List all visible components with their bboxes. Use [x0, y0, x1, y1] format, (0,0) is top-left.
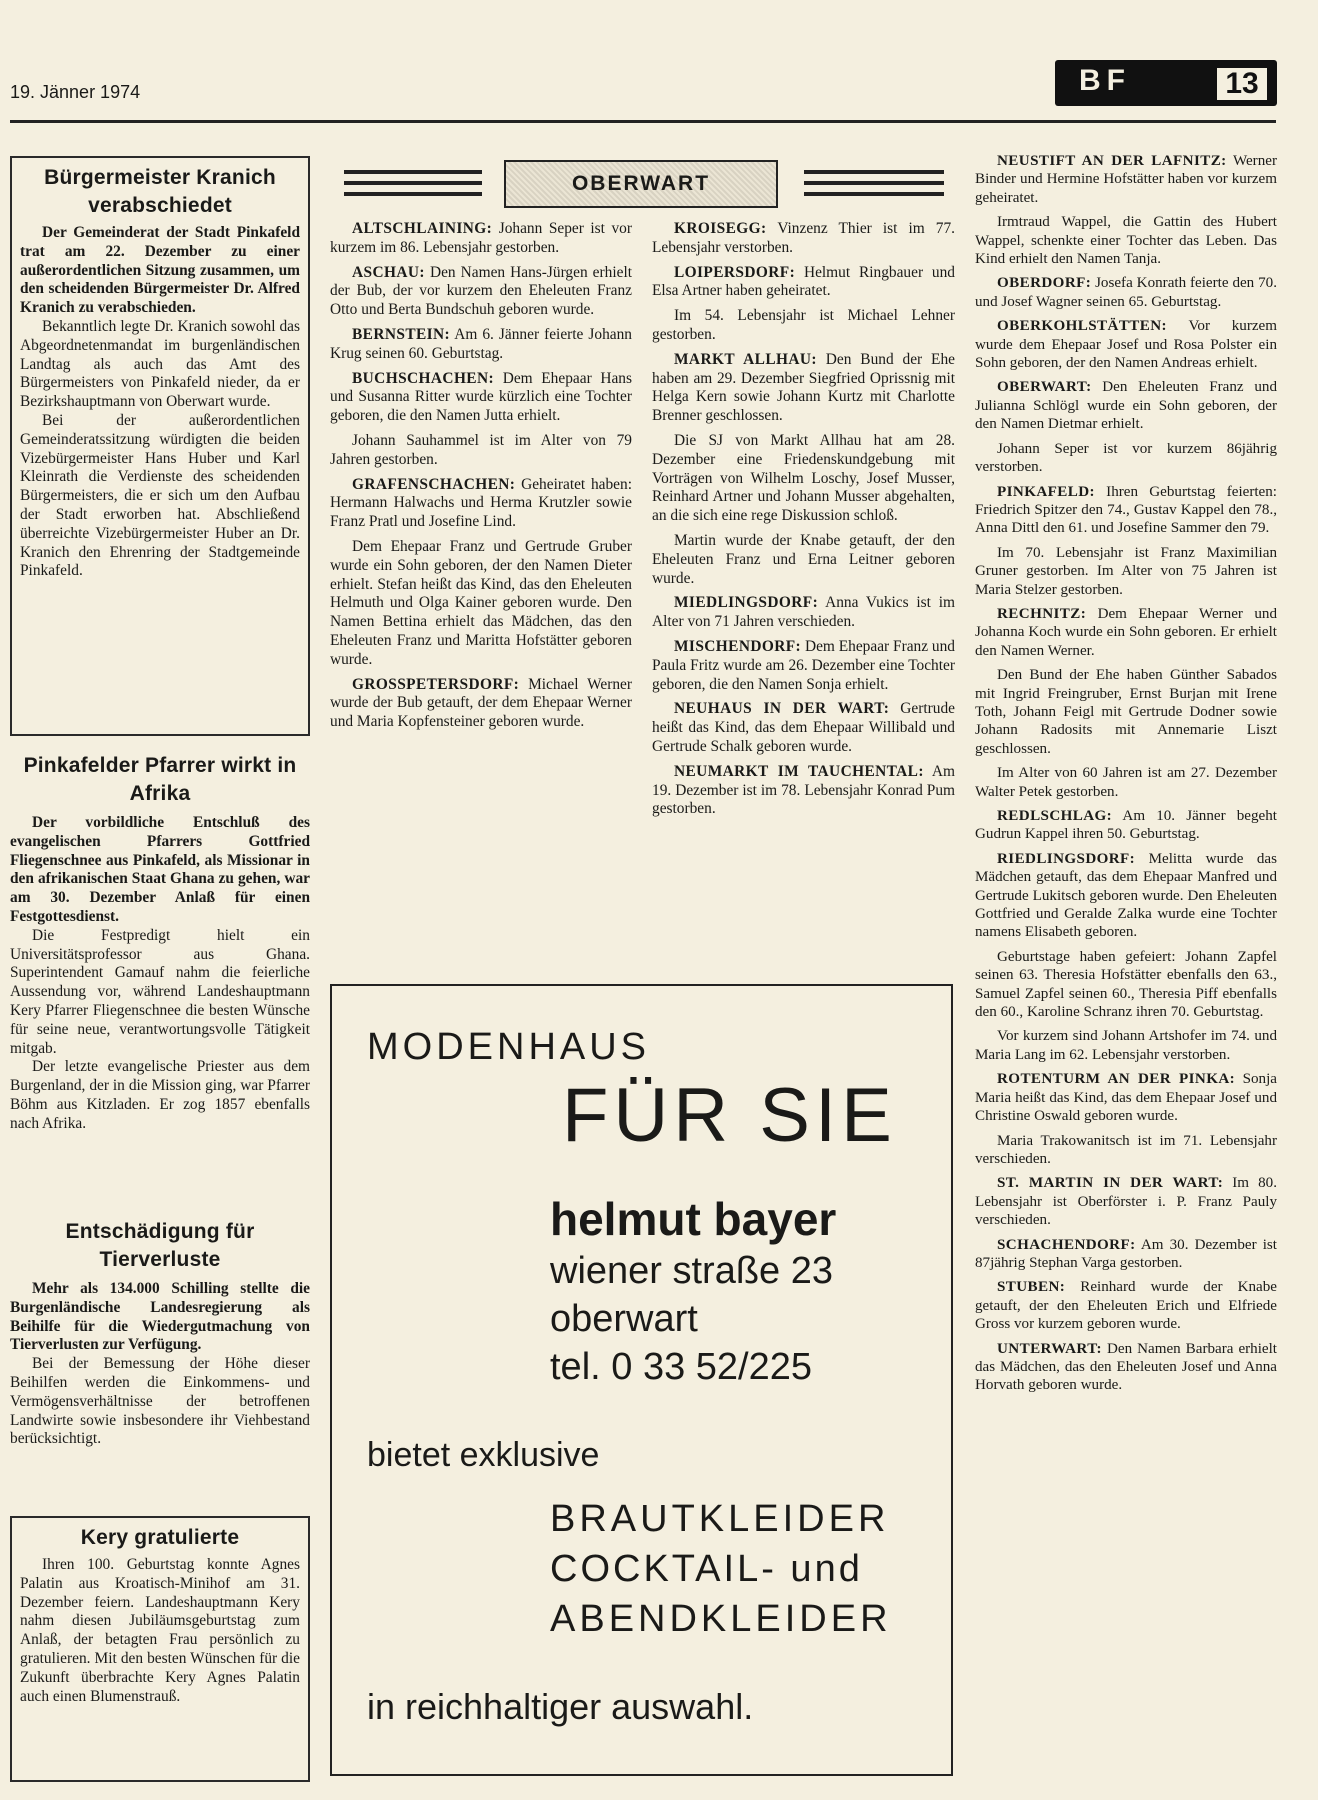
news-entry: [975, 1174, 1277, 1229]
news-entry: [652, 264, 955, 302]
news-entry: [975, 1027, 1277, 1064]
paragraph: Bei der Bemessung der Höhe dieser Beihilfen werden die Einkommens- und Vermögensverhältnisse der betroffenen Landwirte sowie insbesondere ihr Viehbestand berücksichtigt.: [10, 1355, 310, 1448]
entry-text: Den Namen Hans-Jürgen erhielt der Bub, der vor kurzem den Eheleuten Franz Otto und Berta Bundschuh geboren wurde.: [330, 263, 632, 319]
news-entry: [330, 538, 632, 670]
entry-text: Die SJ von Markt Allhau hat am 28. Dezember eine Friedenskundgebung mit Vorträgen von Wilhelm Loschy, Josef Musser, Reinhard Artner und Johann Musser abgehalten, an die sich eine rege Diskussion schloß.: [652, 431, 955, 525]
page-number: 13: [1215, 66, 1269, 102]
news-entry: [975, 1278, 1277, 1333]
entry-text: Dem Ehepaar Werner und Johanna Koch wurde ein Sohn geboren. Er erhielt den Namen Werner.: [975, 605, 1277, 659]
news-entry: [975, 544, 1277, 599]
news-entry: [652, 532, 955, 588]
entry-text: Werner Binder und Hermine Hofstätter haben vor kurzem geheiratet.: [975, 153, 1277, 206]
entry-text: Sonja Maria heißt das Kind, das dem Ehepaar Josef und Christine Oswald geboren wurde.: [975, 1071, 1277, 1125]
news-entry: [975, 317, 1277, 372]
entry-text: Martin wurde der Knabe getauft, der den Eheleuten Franz und Erna Leitner geboren wurde.: [652, 531, 955, 587]
ad-cocktail: COCKTAIL- und: [550, 1548, 863, 1590]
article-pfarrer: [10, 752, 310, 1134]
entry-text: Den Namen Barbara erhielt das Mädchen, das den Eheleuten Josef und Anna Horvath geboren wurde.: [975, 1340, 1277, 1394]
entry-text: Am 10. Jänner begeht Gudrun Kappel ihren 50. Geburtstag.: [975, 808, 1277, 843]
news-entry: [975, 764, 1277, 801]
place-name: RECHNITZ:: [997, 605, 1087, 622]
lead-pfarrer: Der vorbildliche Entschluß des evangelischen Pfarrers Gottfried Fliegenschnee aus Pinkafeld, als Missionar in den afrikanischen Staat Ghana zu gehen, war am 30. Dezember Anlaß für einen Festgottesdienst.: [10, 814, 310, 925]
news-entry: [652, 763, 955, 819]
place-name: LOIPERSDORF:: [674, 263, 796, 281]
news-entry: [975, 213, 1277, 268]
ad-offer: bietet exklusive: [367, 1436, 600, 1474]
headline-kranich: Bürgermeister Kranich verabschiedet: [44, 166, 276, 217]
news-entry: [975, 666, 1277, 758]
entry-text: Am 6. Jänner feierte Johann Krug seinen 60. Geburtstag.: [330, 325, 633, 362]
place-name: ASCHAU:: [352, 263, 425, 281]
ad-brautkleider: BRAUTKLEIDER: [550, 1498, 890, 1540]
news-entry: [652, 307, 955, 345]
news-entry: [330, 326, 632, 364]
headline-pfarrer: Pinkafelder Pfarrer wirkt in Afrika: [23, 754, 297, 805]
entry-text: Im 80. Lebensjahr ist Oberförster i. P. Franz Pauly verschieden.: [975, 1175, 1277, 1229]
column-local-news-3: [975, 152, 1277, 1395]
news-entry: [975, 948, 1277, 1022]
column-local-news-2: [652, 220, 955, 819]
entry-text: Irmtraud Wappel, die Gattin des Hubert Wappel, schenkte einer Tochter das Leben. Das Kind erhielt den Namen Tanja.: [975, 214, 1277, 268]
entry-text: Den Eheleuten Franz und Julianna Schlögl wurde ein Sohn geboren, der den Namen Dietmar erhielt.: [975, 379, 1277, 433]
ad-city: oberwart: [550, 1298, 698, 1340]
headline-tierverluste: Entschädigung für Tierverluste: [65, 1220, 255, 1271]
entry-text: Ihren Geburtstag feierten: Friedrich Spitzer den 74., Gustav Kappel den 78., Anna Dittl den 61. und Josefine Sammer den 79.: [975, 483, 1277, 537]
entry-text: Den Bund der Ehe haben am 29. Dezember Siegfried Oprissnig mit Helga Kern sowie Johann Kurtz mit Charlotte Brenner geschlossen.: [652, 350, 955, 425]
ad-abendkleider: ABENDKLEIDER: [550, 1598, 892, 1640]
news-entry: [975, 605, 1277, 660]
column-local-news-1: [330, 220, 632, 732]
place-name: OBERWART:: [997, 379, 1092, 396]
entry-text: Maria Trakowanitsch ist im 71. Lebensjahr verschieden.: [975, 1132, 1277, 1167]
header-rule: [10, 120, 1276, 123]
entry-text: Michael Werner wurde der Bub getauft, der dem Ehepaar Werner und Maria Kopfensteiner geboren wurde.: [330, 675, 632, 731]
place-name: MIEDLINGSDORF:: [674, 594, 819, 612]
paragraph: Die Festpredigt hielt ein Universitätsprofessor aus Ghana. Superintendent Gamauf nahm die feierliche Aussendung vor, während Landeshauptmann Kery Pfarrer Fliegenschnee die besten Wünsche für seine neue, verantwortungsvolle Tätigkeit mitgab.: [10, 926, 310, 1057]
place-name: NEUHAUS IN DER WART:: [674, 700, 890, 718]
advertisement-modenhaus: [330, 984, 953, 1776]
entry-text: Gertrude heißt das Kind, das dem Ehepaar Willibald und Gertrude Schalk geboren wurde.: [652, 700, 955, 755]
news-entry: [975, 1236, 1277, 1273]
news-entry: [330, 370, 632, 426]
entry-text: Melitta wurde das Mädchen getauft, das dem Ehepaar Manfred und Gertrude Lukitsch geboren wurde. Den Eheleuten Gottfried und Geralde Zalka wurde eine Tochter namens Elisabeth geboren.: [975, 850, 1277, 941]
place-name: BUCHSCHACHEN:: [352, 369, 495, 387]
news-entry: [975, 850, 1277, 942]
entry-text: Am 19. Dezember ist im 78. Lebensjahr Konrad Pum gestorben.: [652, 762, 956, 818]
news-entry: [652, 220, 955, 258]
place-name: STUBEN:: [997, 1279, 1066, 1296]
entry-text: Helmut Ringbauer und Elsa Artner haben geheiratet.: [652, 263, 955, 300]
entry-text: Dem Ehepaar Franz und Paula Fritz wurde am 26. Dezember eine Tochter geboren, die den Namen Sonja erhielt.: [652, 637, 955, 693]
entry-text: Vinzenz Thier ist im 77. Lebensjahr verstorben.: [652, 220, 955, 256]
place-name: SCHACHENDORF:: [997, 1236, 1136, 1253]
place-name: PINKAFELD:: [997, 483, 1095, 500]
news-entry: [975, 483, 1277, 538]
entry-text: Vor kurzem wurde dem Ehepaar Josef und Rosa Polster ein Sohn geboren, der den Namen Andreas erhielt.: [975, 318, 1277, 372]
news-entry: [330, 476, 632, 532]
news-entry: [975, 152, 1277, 207]
news-entry: [975, 378, 1277, 433]
ad-street: wiener straße 23: [550, 1250, 834, 1292]
logo-text: BF: [1079, 64, 1131, 97]
entry-text: Anna Vukics ist im Alter von 71 Jahren verschieden.: [652, 594, 955, 631]
news-entry: [652, 432, 955, 526]
entry-text: Johann Seper ist vor kurzem 86jährig verstorben.: [975, 440, 1277, 476]
place-name: ROTENTURM AN DER PINKA:: [997, 1071, 1236, 1088]
paragraph: Ihren 100. Geburtstag konnte Agnes Palatin aus Kroatisch-Minihof am 31. Dezember feiern. Landeshauptmann Kery nahm diesen Jubiläumsgeburtstag zum Anlaß, der betagten Frau persönlich zu gratulieren. Mit den besten Wünschen für die Zukunft überbrachte Kery Agnes Palatin auch einen Blumenstrauß.: [20, 1556, 300, 1705]
place-name: ALTSCHLAINING:: [352, 220, 493, 237]
news-entry: [330, 264, 632, 320]
place-name: OBERDORF:: [997, 275, 1092, 292]
paragraph: Bei der außerordentlichen Gemeinderatssitzung würdigten die beiden Vizebürgermeister Hans Huber und Karl Kleinrath die Verdienste des scheidenden Bürgermeisters, die er sich um den Aufbau der Stadt erworben hat. Abschließend überreichte Vizebürgermeister Huber an Dr. Kranich den Ehrenring der Stadtgemeinde Pinkafeld.: [20, 411, 300, 580]
entry-text: Geburtstage haben gefeiert: Johann Zapfel seinen 63. Theresia Hofstätter ebenfalls den 63., Samuel Zapfel seinen 60., Theresia Piff ebenfalls den 60., Karoline Schranz ihren 70. Geburtstag.: [975, 948, 1277, 1021]
place-name: NEUMARKT IM TAUCHENTAL:: [674, 762, 924, 780]
place-name: UNTERWART:: [997, 1340, 1102, 1357]
ad-owner: helmut bayer: [550, 1193, 837, 1245]
ad-fuer-sie: FÜR SIE: [562, 1073, 897, 1158]
paragraph: Bekanntlich legte Dr. Kranich sowohl das Abgeordnetenmandat im burgenländischen Landtag als auch das Amt des Bürgermeisters von Pinkafeld nieder, da er Bezirkshauptmann von Oberwart wurde.: [20, 317, 300, 411]
section-banner: [504, 160, 778, 208]
article-kery: [10, 1516, 310, 1782]
news-entry: [652, 594, 955, 632]
place-name: BERNSTEIN:: [352, 325, 451, 343]
entry-text: Im Alter von 60 Jahren ist am 27. Dezember Walter Petek gestorben.: [975, 765, 1277, 800]
entry-text: Dem Ehepaar Franz und Gertrude Gruber wurde ein Sohn geboren, der den Namen Dieter erhielt. Stefan heißt das Kind, das den Eheleuten Helmuth und Olga Kainer geboren wurde. Den Namen Bettina erhielt das Mädchen, das den Eheleuten Franz und Maritta Hofstätter geboren wurde.: [330, 537, 632, 668]
section-title: OBERWART: [571, 172, 711, 195]
news-entry: [975, 1132, 1277, 1169]
ad-phone: tel. 0 33 52/225: [550, 1346, 812, 1388]
newspaper-logo: [1055, 60, 1277, 106]
entry-text: Dem Ehepaar Hans und Susanna Ritter wurde kürzlich eine Tochter geboren, die den Namen Jutta erhielt.: [330, 369, 632, 425]
place-name: GRAFENSCHACHEN:: [352, 475, 516, 493]
headline-kery: Kery gratulierte: [80, 1526, 240, 1549]
news-entry: [330, 220, 632, 258]
news-entry: [652, 638, 955, 694]
entry-text: Im 70. Lebensjahr ist Franz Maximilian Gruner gestorben. Im Alter von 75 Jahren ist Maria Stelzer gestorben.: [975, 544, 1277, 598]
news-entry: [975, 274, 1277, 311]
news-entry: [975, 440, 1277, 477]
news-entry: [975, 1340, 1277, 1395]
entry-text: Josefa Konrath feierte den 70. und Josef Wagner seinen 65. Geburtstag.: [975, 275, 1277, 310]
entry-text: Johann Sauhammel ist im Alter von 79 Jahren gestorben.: [330, 431, 632, 468]
article-kranich: [10, 156, 310, 736]
news-entry: [330, 676, 632, 732]
news-entry: [652, 700, 955, 756]
entry-text: Den Bund der Ehe haben Günther Sabados mit Ingrid Freingruber, Ernst Burjan mit Irene Toth, Johann Feigl mit Gertrude Dodner sowie Johann Radosits mit Annemarie Liszt geschlossen.: [975, 667, 1277, 757]
news-entry: [652, 351, 955, 426]
place-name: MARKT ALLHAU:: [674, 350, 817, 368]
ad-modenhaus: MODENHAUS: [367, 1026, 651, 1068]
news-entry: [330, 432, 632, 470]
paragraph: Der letzte evangelische Priester aus dem Burgenland, der in die Mission ging, war Pfarrer Böhm aus Kitzladen. Er zog 1857 ebenfalls nach Afrika.: [10, 1058, 310, 1132]
entry-text: Vor kurzem sind Johann Artshofer im 74. und Maria Lang im 62. Lebensjahr verstorben.: [975, 1028, 1277, 1063]
banner-rule-left: [344, 170, 482, 196]
banner-rule-right: [804, 170, 944, 196]
entry-text: Geheiratet haben: Hermann Halwachs und Herma Krutzler sowie Franz Pratl und Josefine Lind.: [330, 475, 632, 531]
article-tierverluste: [10, 1218, 310, 1449]
news-entry: [975, 807, 1277, 844]
issue-date: 19. Jänner 1974: [10, 82, 141, 102]
place-name: KROISEGG:: [674, 220, 767, 237]
place-name: REDLSCHLAG:: [997, 808, 1113, 824]
entry-text: Am 30. Dezember ist 87jährig Stephan Varga gestorben.: [975, 1236, 1277, 1271]
place-name: RIEDLINGSDORF:: [997, 850, 1136, 867]
news-entry: [975, 1070, 1277, 1125]
lead-kranich: Der Gemeinderat der Stadt Pinkafeld trat am 22. Dezember zu einer außerordentlichen Sitzung zusammen, um den scheidenden Bürgermeister Dr. Alfred Kranich zu verabschieden.: [20, 224, 300, 317]
place-name: ST. MARTIN IN DER WART:: [997, 1175, 1224, 1192]
place-name: MISCHENDORF:: [674, 637, 802, 655]
place-name: NEUSTIFT AN DER LAFNITZ:: [997, 153, 1227, 169]
place-name: OBERKOHLSTÄTTEN:: [997, 318, 1167, 335]
ad-selection: in reichhaltiger auswahl.: [367, 1686, 754, 1727]
lead-tierverluste: Mehr als 134.000 Schilling stellte die Burgenländische Landesregierung als Beihilfe für die Wiedergutmachung von Tierverlusten zur Verfügung.: [10, 1280, 310, 1354]
entry-text: Reinhard wurde der Knabe getauft, der den Eheleuten Erich und Elfriede Gross vor kurzem geboren wurde.: [975, 1279, 1277, 1333]
entry-text: Johann Seper ist vor kurzem im 86. Lebensjahr gestorben.: [330, 220, 632, 256]
entry-text: Im 54. Lebensjahr ist Michael Lehner gestorben.: [652, 307, 955, 343]
place-name: GROSSPETERSDORF:: [352, 675, 520, 693]
